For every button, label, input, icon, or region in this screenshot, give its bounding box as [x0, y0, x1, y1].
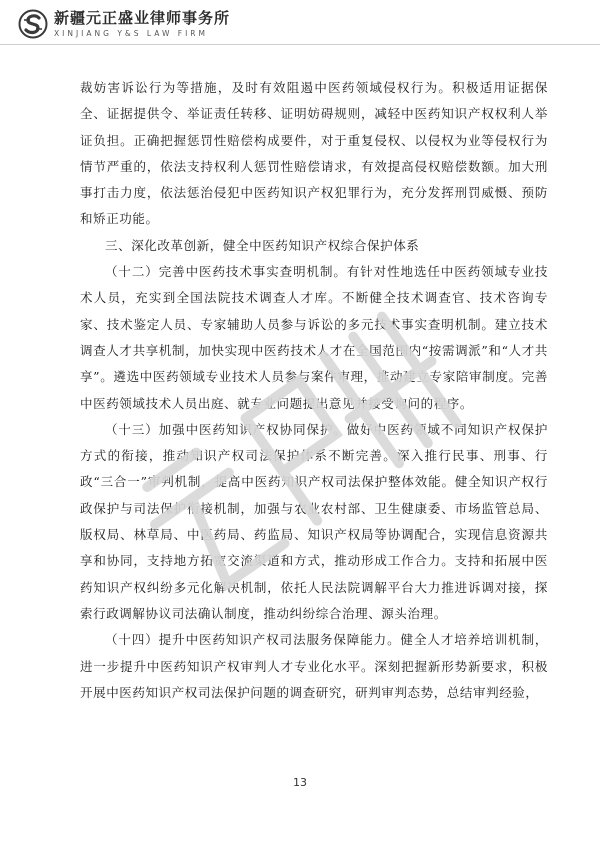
firm-name-en: XINJIANG Y&S LAW FIRM	[54, 28, 208, 38]
firm-logo-icon	[18, 9, 48, 39]
paragraph-continuation: 裁妨害诉讼行为等措施，及时有效阻遏中医药领域侵权行为。积极适用证据保全、证据提供令、举证责任转移、证明妨碍规则，减轻中医药知识产权权利人举证负担。正确把握惩罚性赔偿构成要件，对于重复侵权、以侵权为业等侵权行为情节严重的，依法支持权利人惩罚性赔偿请求，有效提高侵权赔偿数额。加大刑事打击力度，依法惩治侵犯中医药知识产权犯罪行为，充分发挥刑罚威慑、预防和矫正功能。	[80, 80, 548, 227]
firm-name-block	[54, 10, 230, 39]
paragraph-item-13: （十三）加强中医药知识产权协同保护。做好中医药领域不同知识产权保护方式的衔接，推动知识产权司法保护体系不断完善。深入推行民事、刑事、行政“三合一”审判机制，提高中医药知识产权司法保护整体效能。健全知识产权行政保护与司法保护衔接机制，加强与农业农村部、卫生健康委、市场监管总局、版权局、林草局、中医药局、药监局、知识产权局等协调配合，实现信息资源共享和协同，支持地方拓宽交流渠道和方式，推动形成工作合力。支持和拓展中医药知识产权纠纷多元化解决机制，依托人民法院调解平台大力推进诉调对接，探索行政调解协议司法确认制度，推动纠纷综合治理、源头治理。	[80, 421, 548, 621]
firm-name-cn: 新疆元正盛业律师事务所	[54, 8, 231, 27]
document-body	[80, 75, 548, 706]
header-divider	[0, 44, 600, 45]
paragraph-item-14: （十四）提升中医药知识产权司法服务保障能力。健全人才培养培训机制，进一步提升中医药知识产权审判人才专业化水平。深刻把握新形势新要求，积极开展中医药知识产权司法保护问题的调查研究，研判审判态势，总结审判经验，	[80, 632, 548, 700]
page-number: 13	[293, 776, 307, 789]
page-header	[18, 6, 230, 42]
paragraph-item-12: （十二）完善中医药技术事实查明机制。有针对性地选任中医药领域专业技术人员，充实到全国法院技术调查人才库。不断健全技术调查官、技术咨询专家、技术鉴定人员、专家辅助人员参与诉讼的多元技术事实查明机制。建立技术调查人才共享机制，加快实现中医药技术人才在全国范围内“按需调派”和“人才共享”。遴选中医药领域专业技术人员参与案件审理，推动建立专家陪审制度。完善中医药领域技术人员出庭、就专业问题提出意见并接受询问的程序。	[80, 264, 548, 411]
section-heading-three: 三、深化改革创新，健全中医药知识产权综合保护体系	[105, 237, 420, 253]
